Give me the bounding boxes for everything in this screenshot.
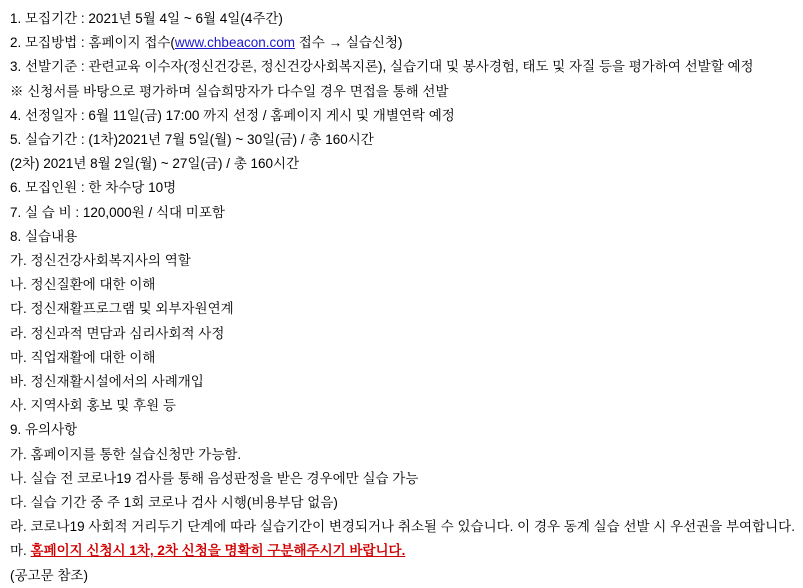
list-item-content-heading [0,225,803,249]
emphasis-text: 홈페이지 신청시 1차, 2차 신청을 명확히 구분해주시기 바랍니다. [30,543,406,559]
text-prefix: 마. [10,543,31,559]
list-item-content-d [0,322,803,346]
text: 사. 지역사회 홍보 및 후원 등 [10,398,176,414]
text: 라. 코로나19 사회적 거리두기 단계에 따라 실습기간이 변경되거나 취소될 수 있습니다. 이 경우 동계 실습 선발 시 우선권을 부여합니다. [10,519,795,535]
homepage-link[interactable]: www.chbeacon.com [174,35,295,51]
list-item-content-f [0,370,803,394]
text: 라. 정신과적 면담과 심리사회적 사정 [10,325,225,341]
list-item-recruit-period [0,7,803,31]
list-item-selection-date [0,104,803,128]
text: 4. 선정일자 : 6월 11일(금) 17:00 까지 선정 / 홈페이지 게시 및 개별연락 예정 [10,107,455,123]
note-selection [0,80,803,104]
text: 2. 모집방법 : 홈페이지 접수( [10,35,175,51]
text: 5. 실습기간 : (1차)2021년 7월 5일(월) ~ 30일(금) / 총 160시간 [10,132,374,148]
list-item-selection-criteria [0,55,803,79]
list-item-practice-period-second [0,152,803,176]
list-item-practice-period-first [0,128,803,152]
text: 마. 직업재활에 대한 이해 [10,349,156,365]
text: (2차) 2021년 8월 2일(월) ~ 27일(금) / 총 160시간 [10,156,300,172]
text: 3. 선발기준 : 관련교육 이수자(정신건강론, 정신건강사회복지론), 실습기대 및 봉사경험, 태도 및 자질 등을 평가하여 선발할 예정 [10,59,754,75]
list-item-notice-e [0,539,803,563]
list-item-notice-a [0,443,803,467]
list-item-fee [0,201,803,225]
list-item-content-c [0,297,803,321]
text: ※ 신청서를 바탕으로 평가하며 실습희망자가 다수일 경우 면접을 통해 선발 [10,83,449,99]
list-item-notice-c [0,491,803,515]
text-suffix: 접수 → 실습신청) [294,35,403,51]
list-item-headcount [0,176,803,200]
text: 9. 유의사항 [10,422,78,438]
list-item-notice-heading [0,418,803,442]
list-item-content-e [0,346,803,370]
text: 가. 정신건강사회복지사의 역할 [10,253,191,269]
list-item-content-b [0,273,803,297]
text: 바. 정신재활시설에서의 사례개입 [10,374,204,390]
text: 나. 실습 전 코로나19 검사를 통해 음성판정을 받은 경우에만 실습 가능 [10,470,419,486]
list-item-content-a [0,249,803,273]
text: 나. 정신질환에 대한 이해 [10,277,156,293]
text: 6. 모집인원 : 한 차수당 10명 [10,180,177,196]
list-item-content-g [0,394,803,418]
text: 다. 정신재활프로그램 및 외부자원연계 [10,301,234,317]
footer-reference [0,564,803,588]
text: (공고문 참조) [10,567,88,583]
text: 7. 실 습 비 : 120,000원 / 식대 미포함 [10,204,225,220]
text: 가. 홈페이지를 통한 실습신청만 가능함. [10,446,242,462]
text: 8. 실습내용 [10,228,78,244]
text: 다. 실습 기간 중 주 1회 코로나 검사 시행(비용부담 없음) [10,495,338,511]
text: 1. 모집기간 : 2021년 5월 4일 ~ 6월 4일(4주간) [10,11,283,26]
list-item-notice-b [0,467,803,491]
list-item-recruit-method [0,31,803,55]
list-item-notice-d [0,515,803,539]
